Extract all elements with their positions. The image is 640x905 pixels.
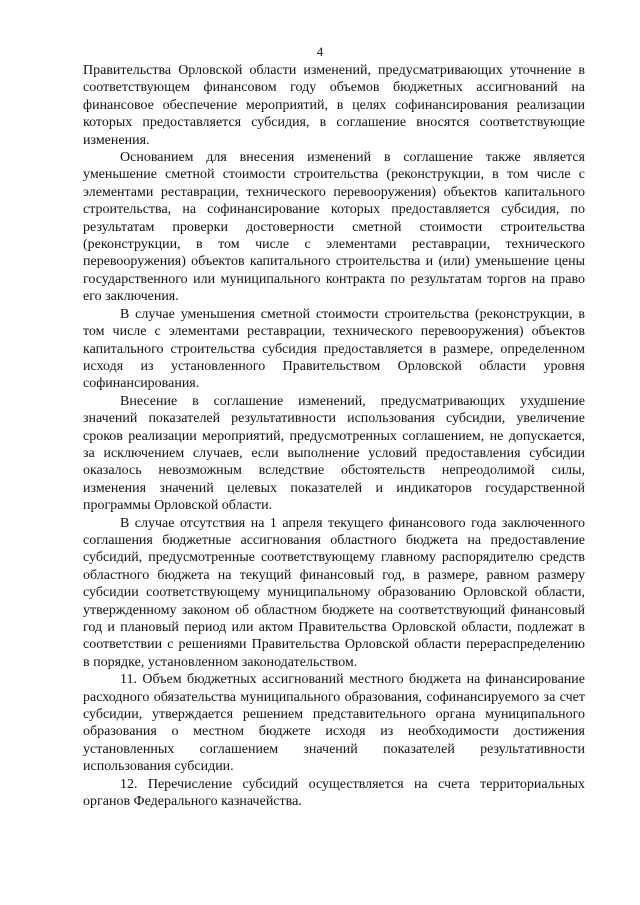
paragraph-continuation: Правительства Орловской области изменений, предусматривающих уточнение в соответствующем финансовом году объемов бюджетных ассигнований на финансовое обеспечение мероприятий, в целях софинансирования реализации которых предоставляется субсидия, в соглашение вносятся соответствующие изменения. [83, 63, 585, 148]
paragraph-no-agreement-april: В случае отсутствия на 1 апреля текущего финансового года заключенного соглашения бюджетные ассигнования областного бюджета на предоставление субсидий, предусмотренные соответствующему главному распорядителю средств областного бюджета на текущий финансовый год, в размере, равном размеру субсидии соответствующему муниципальному образованию Орловской области, утвержденному законом об областном бюджете на соответствующий финансовый год и плановый период или актом Правительства Орловской области, подлежат в соответствии с решениями Правительства Орловской области перераспределению в порядке, установленном законодательством. [83, 515, 585, 670]
paragraph-item-12: 12. Перечисление субсидий осуществляется на счета территориальных органов Федерального казначейства. [83, 776, 585, 810]
page-number: 4 [316, 44, 324, 59]
paragraph-cost-reduction: В случае уменьшения сметной стоимости строительства (реконструкции, в том числе с элементами реставрации, технического перевооружения) объектов капитального строительства субсидия предоставляется в размере, определенном исходя из установленного Правительством Орловской области уровня софинансирования. [83, 306, 585, 392]
paragraph-worsening-indicators: Внесение в соглашение изменений, предусматривающих ухудшение значений показателей результативности использования субсидии, увеличение сроков реализации мероприятий, предусмотренных соглашением, не допускается, за исключением случаев, если выполнение условий предоставления субсидии оказалось невозможным вследствие обстоятельств непреодолимой силы, изменения значений целевых показателей и индикаторов государственной программы Орловской области. [83, 393, 585, 514]
paragraph-grounds-for-changes: Основанием для внесения изменений в соглашение также является уменьшение сметной стоимости строительства (реконструкции, в том числе с элементами реставрации, технического перевооружения) объектов капитального строительства, на софинансирование которых предоставляется субсидия, по результатам проверки достоверности сметной стоимости строительства (реконструкции, в том числе с элементами реставрации, технического перевооружения) объектов капитального строительства и (или) уменьшение цены государственного или муниципального контракта по результатам торгов на право его заключения. [83, 150, 585, 305]
document-body [83, 62, 585, 810]
paragraph-item-11: 11. Объем бюджетных ассигнований местного бюджета на финансирование расходного обязательства муниципального образования, софинансируемого за счет субсидии, утверждается решением представительного органа муниципального образования о местном бюджете исходя из необходимости достижения установленных соглашением значений показателей результативности использования субсидии. [83, 672, 585, 775]
